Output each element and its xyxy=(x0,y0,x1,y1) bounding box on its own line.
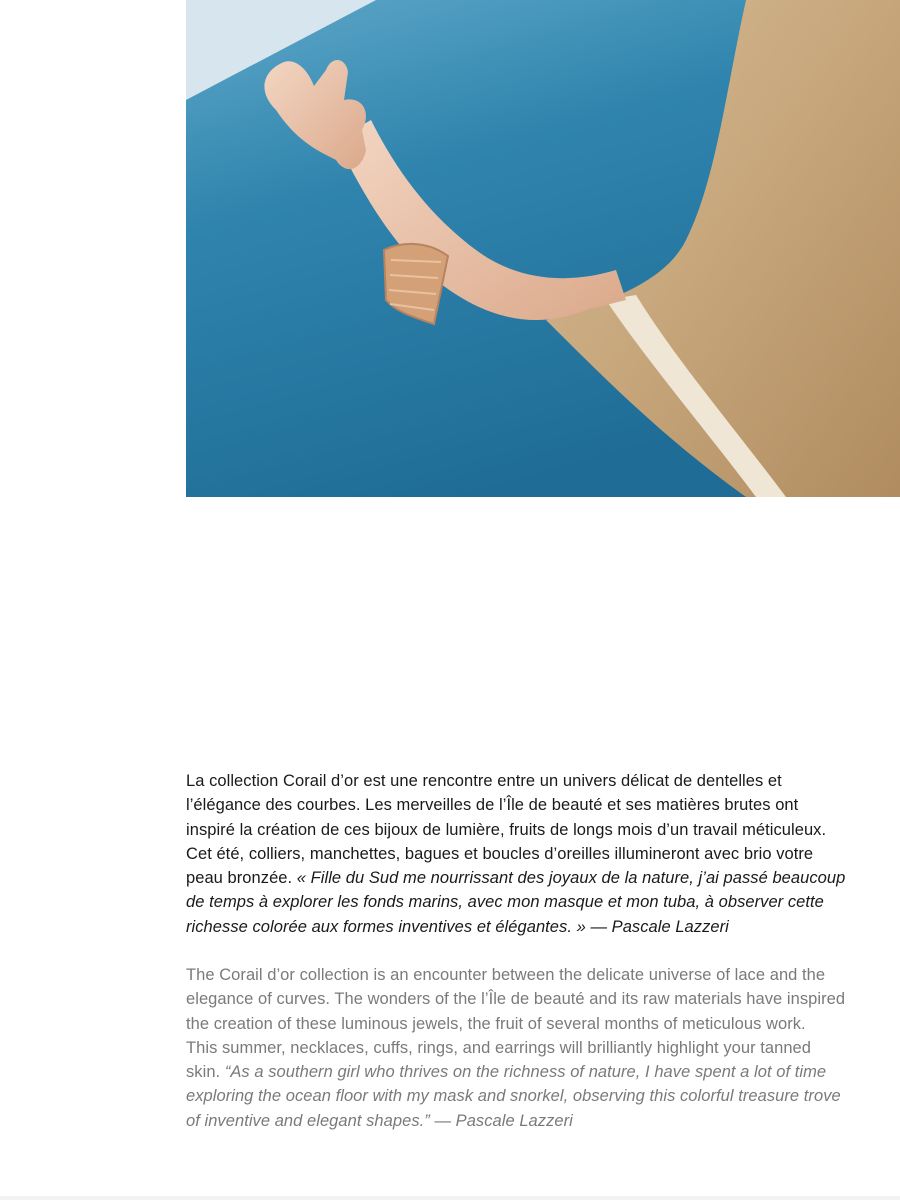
french-quote: « Fille du Sud me nourrissant des joyaux de la nature, j’ai passé beaucoup de temps à explorer les fonds marins, avec mon masque et mon tuba, à observer cette richesse colorée aux formes inventives et élégantes. » — Pascale Lazzeri xyxy=(186,869,846,936)
french-paragraph-2-lead: Cet été, colliers, manchettes, bagues et boucles d’oreilles illumineront avec brio votre peau bronzée. xyxy=(186,844,814,888)
english-paragraph-2-lead: This summer, necklaces, cuffs, rings, and earrings will brilliantly highlight your tanned skin. xyxy=(186,1038,812,1082)
english-paragraph-2 xyxy=(186,1036,848,1133)
french-description xyxy=(186,769,848,939)
english-description xyxy=(186,963,848,1133)
french-paragraph-2 xyxy=(186,842,848,939)
hero-image xyxy=(186,0,900,497)
photo-sea-arm-bracelet xyxy=(186,0,900,497)
english-paragraph-1: The Corail d’or collection is an encounter between the delicate universe of lace and the elegance of curves. The wonders of the l’Île de beauté and its raw materials have inspired the creation of these luminous jewels, the fruit of several months of meticulous work. xyxy=(186,966,846,1033)
english-quote: “As a southern girl who thrives on the richness of nature, I have spent a lot of time exploring the ocean floor with my mask and snorkel, observing this colorful treasure trove of inventive and elegant shapes.” — Pascale Lazzeri xyxy=(186,1063,841,1130)
french-paragraph-1: La collection Corail d’or est une rencontre entre un univers délicat de dentelles et l’élégance des courbes. Les merveilles de l’Île de beauté et ses matières brutes ont inspiré la création de ces bijoux de lumière, fruits de longs mois d’un travail méticuleux. xyxy=(186,772,827,839)
footer-divider xyxy=(0,1196,900,1200)
